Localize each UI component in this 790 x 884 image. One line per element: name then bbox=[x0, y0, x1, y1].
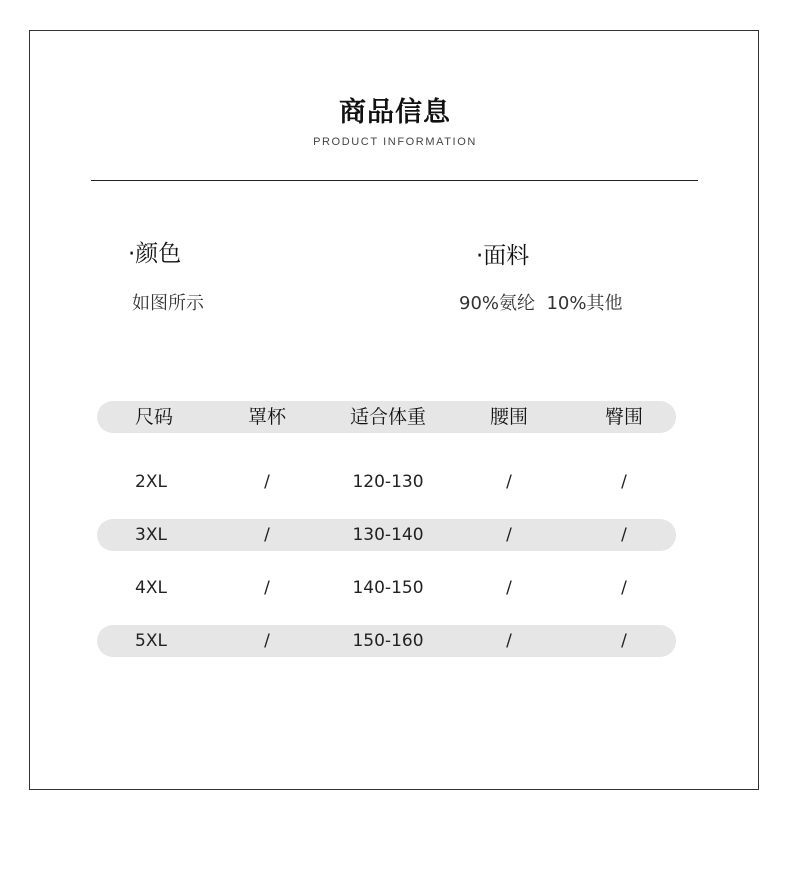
cell-hip: / bbox=[621, 525, 627, 545]
cell-hip: / bbox=[621, 472, 627, 492]
header-hip: 臀围 bbox=[604, 406, 643, 428]
page-subtitle: PRODUCT INFORMATION bbox=[313, 136, 477, 148]
cell-size: 2XL bbox=[135, 472, 167, 492]
cell-size: 5XL bbox=[135, 631, 167, 651]
header-cup: 罩杯 bbox=[247, 406, 286, 428]
page-title: 商品信息 bbox=[339, 97, 451, 128]
table-row bbox=[97, 466, 676, 498]
cell-weight: 120-130 bbox=[352, 472, 424, 492]
table-row bbox=[97, 625, 676, 657]
size-table-header bbox=[97, 401, 676, 433]
header-weight: 适合体重 bbox=[349, 406, 426, 428]
cell-weight: 130-140 bbox=[352, 525, 424, 545]
cell-waist: / bbox=[506, 578, 512, 598]
cell-size: 4XL bbox=[135, 578, 167, 598]
cell-cup: / bbox=[264, 631, 270, 651]
fabric-value: 90%氨纶 10%其他 bbox=[459, 293, 623, 314]
cell-cup: / bbox=[264, 525, 270, 545]
header-waist: 腰围 bbox=[489, 406, 528, 428]
cell-size: 3XL bbox=[135, 525, 167, 545]
cell-waist: / bbox=[506, 631, 512, 651]
cell-hip: / bbox=[621, 578, 627, 598]
color-label: ·颜色 bbox=[128, 241, 182, 267]
fabric-label: ·面料 bbox=[476, 243, 530, 269]
cell-hip: / bbox=[621, 631, 627, 651]
divider bbox=[91, 180, 698, 181]
cell-cup: / bbox=[264, 578, 270, 598]
cell-waist: / bbox=[506, 525, 512, 545]
table-row bbox=[97, 519, 676, 551]
table-row bbox=[97, 572, 676, 604]
cell-cup: / bbox=[264, 472, 270, 492]
cell-weight: 150-160 bbox=[352, 631, 424, 651]
color-value: 如图所示 bbox=[132, 293, 204, 314]
cell-weight: 140-150 bbox=[352, 578, 424, 598]
cell-waist: / bbox=[506, 472, 512, 492]
header-size: 尺码 bbox=[135, 406, 174, 428]
